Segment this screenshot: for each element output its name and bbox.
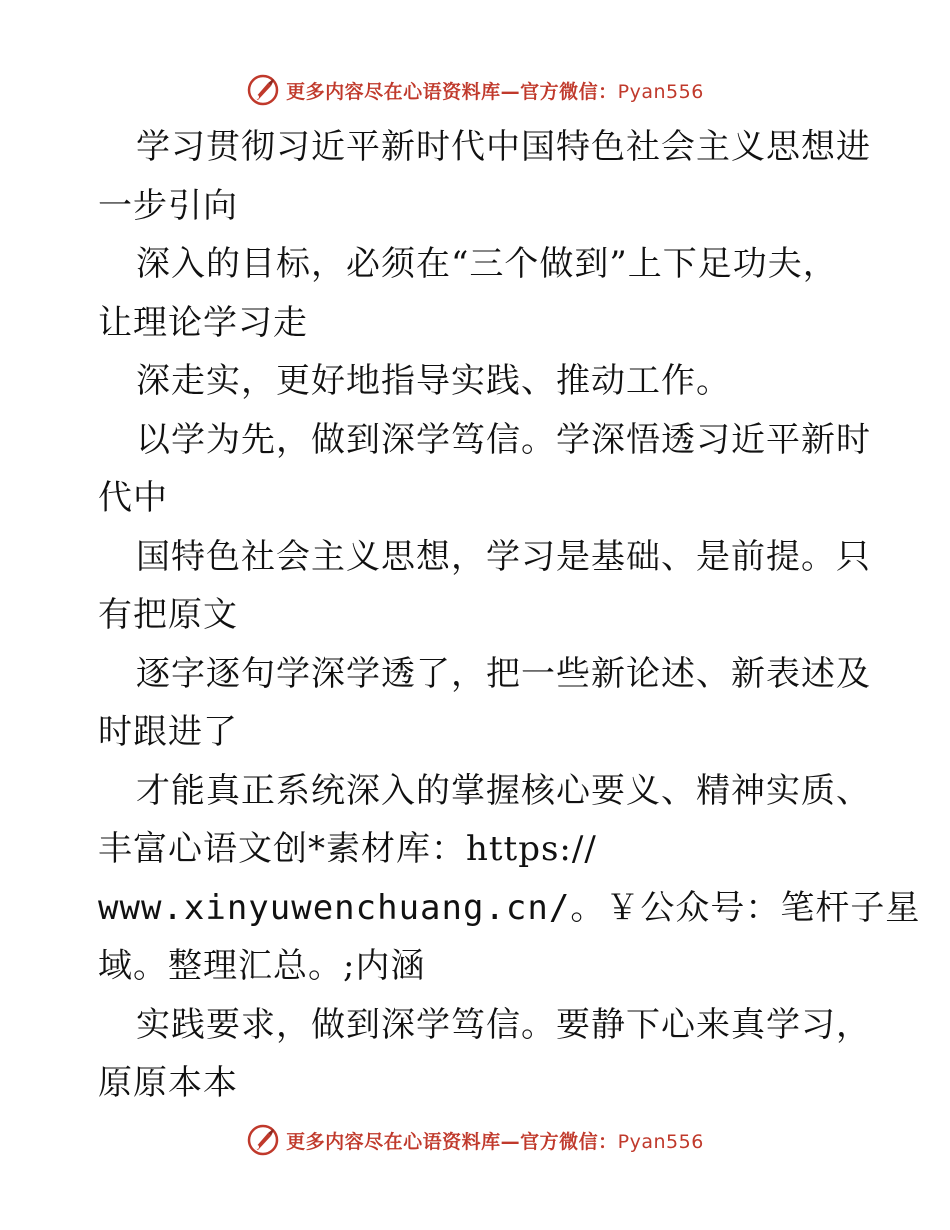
quill-pen-logo-icon [246,1123,280,1157]
body-line: 逐字逐句学深学透了，把一些新论述、新表述及 [136,653,871,694]
body-line: www.xinyuwenchuang.cn/。￥公众号：笔杆子星 [98,887,921,928]
body-line: 国特色社会主义思想，学习是基础、是前提。只 [136,536,871,577]
body-line: 一步引向 [98,185,238,226]
body-line: 域。整理汇总。;内涵 [98,946,426,986]
wechat-id: Pyan556 [617,80,704,103]
wechat-id: Pyan556 [617,1130,704,1153]
banner-text: 更多内容尽在心语资料库—官方微信：Pyan556 [286,80,704,103]
header-banner [0,70,950,110]
body-line: 学习贯彻习近平新时代中国特色社会主义思想进 [136,127,871,167]
document-body [98,118,921,1113]
body-line: 才能真正系统深入的掌握核心要义、精神实质、 [136,770,871,811]
body-line: 有把原文 [98,595,238,635]
body-line: 以学为先，做到深学笃信。学深悟透习近平新时 [136,419,871,460]
body-line: 丰富心语文创*素材库：https:// [98,829,597,869]
footer-banner [0,1120,950,1160]
body-line: 让理论学习走 [98,302,308,343]
body-line: 深入的目标，必须在“三个做到”上下足功夫， [136,244,838,284]
body-line: 原原本本 [98,1063,238,1103]
body-line: 实践要求，做到深学笃信。要静下心来真学习， [136,1004,871,1045]
body-line: 时跟进了 [98,712,238,752]
body-line: 深走实，更好地指导实践、推动工作。 [136,361,731,401]
banner-text: 更多内容尽在心语资料库—官方微信：Pyan556 [286,1130,704,1153]
body-line: 代中 [98,478,168,518]
quill-pen-logo-icon [246,73,280,107]
